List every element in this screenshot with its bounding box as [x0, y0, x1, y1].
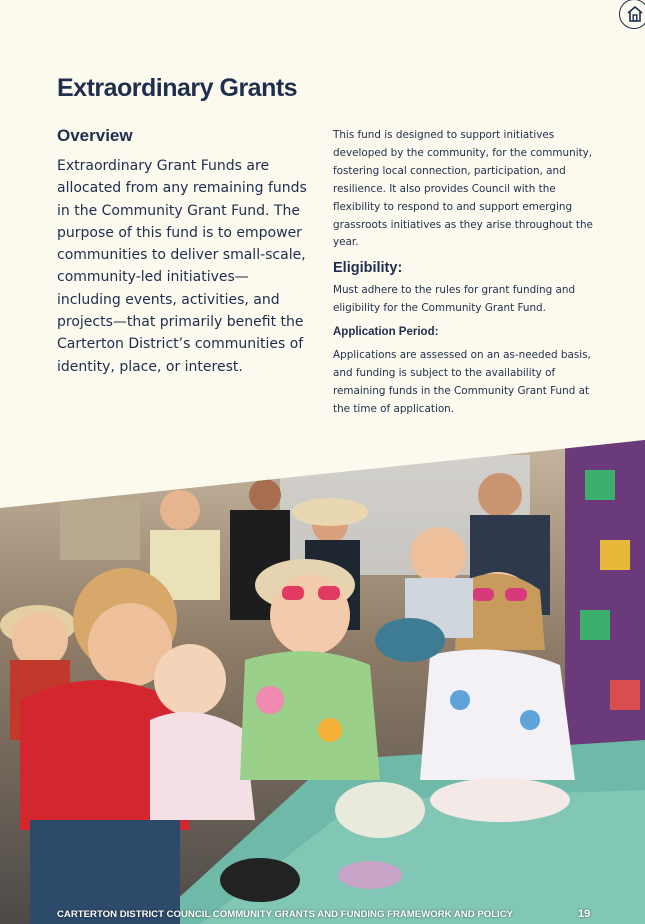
application-body: Applications are assessed on an as-needed basis, and funding is subject to the availability of remaining funds in the Community Grant Fund at the time of application.: [333, 349, 591, 415]
overview-heading: Overview: [57, 126, 133, 145]
page-number: 19: [578, 908, 591, 920]
page-title: Extraordinary Grants: [57, 74, 298, 102]
intro-text: This fund is designed to support initiatives developed by the community, for the community, fostering local connection, participation, and resilience. It also provides Council with the flexibility to respond to and support emerging grassroots initiatives as they arise throughout the year.: [333, 129, 593, 249]
eligibility-body: Must adhere to the rules for grant funding and eligibility for the Community Grant Fund.: [333, 284, 576, 314]
application-heading: Application Period:: [333, 326, 439, 338]
eligibility-heading: Eligibility:: [333, 260, 403, 276]
footer-text: CARTERTON DISTRICT COUNCIL COMMUNITY GRANTS AND FUNDING FRAMEWORK AND POLICY: [57, 909, 514, 920]
overview-body: Extraordinary Grant Funds are allocated from any remaining funds in the Community Grant Fund. The purpose of this fund is to empower communities to deliver small-scale, community-led initiatives—including events, activities, and projects—that primarily benefit the Carterton District’s communities of identity, place, or interest.: [57, 158, 307, 375]
